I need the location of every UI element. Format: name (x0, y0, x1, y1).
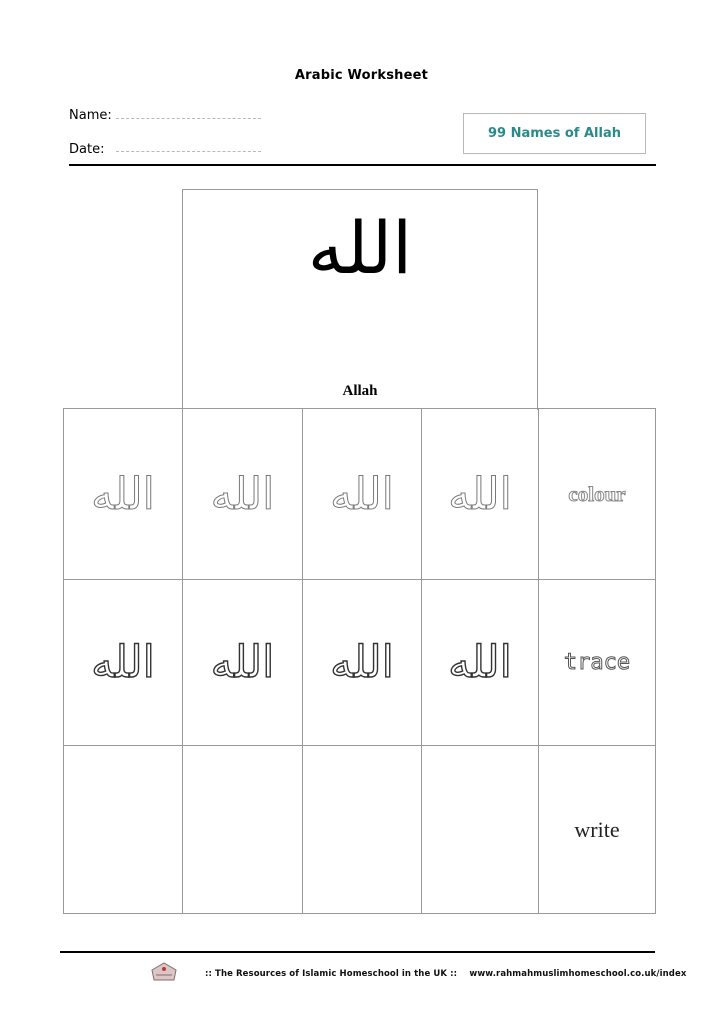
name-label: Name: (69, 108, 112, 123)
trace-arabic: الله (210, 637, 275, 688)
date-line[interactable] (116, 151, 261, 152)
date-label: Date: (69, 142, 105, 157)
write-label: write (574, 816, 620, 842)
topic-text: 99 Names of Allah (487, 126, 621, 141)
name-line[interactable] (116, 118, 261, 119)
main-transliteration: Allah (342, 383, 378, 399)
topic-box (463, 113, 646, 154)
row-label-cell (539, 580, 656, 746)
row-label-cell (539, 746, 656, 914)
write-cell[interactable] (64, 746, 183, 914)
colour-arabic: الله (330, 468, 394, 520)
trace-label: trace (563, 650, 631, 675)
colour-cell[interactable] (303, 409, 422, 580)
footer-rule (60, 951, 655, 953)
worksheet-title: Arabic Worksheet (294, 68, 429, 83)
trace-arabic: الله (91, 637, 155, 688)
write-cell[interactable] (422, 746, 539, 914)
trace-cell[interactable] (64, 580, 183, 746)
practice-grid (63, 408, 656, 914)
colour-label: colour (568, 481, 626, 506)
footer-url-link[interactable]: www.rahmahmuslimhomeschool.co.uk/index (469, 969, 687, 979)
colour-cell[interactable] (422, 409, 539, 580)
write-cell[interactable] (183, 746, 303, 914)
footer-text (205, 969, 686, 979)
main-arabic-name: الله (307, 206, 413, 290)
trace-cell[interactable] (422, 580, 539, 746)
colour-arabic: الله (210, 468, 275, 520)
trace-arabic: الله (330, 637, 394, 688)
homeschool-logo-icon (148, 960, 180, 982)
footer-left-text: :: The Resources of Islamic Homeschool in the UK :: (205, 969, 458, 979)
write-cell[interactable] (303, 746, 422, 914)
colour-arabic: الله (91, 468, 155, 520)
trace-arabic: الله (448, 637, 512, 688)
colour-arabic: الله (448, 468, 512, 520)
header-rule (69, 164, 656, 166)
row-label-cell (539, 409, 656, 580)
trace-cell[interactable] (303, 580, 422, 746)
colour-cell[interactable] (64, 409, 183, 580)
colour-cell[interactable] (183, 409, 303, 580)
trace-cell[interactable] (183, 580, 303, 746)
